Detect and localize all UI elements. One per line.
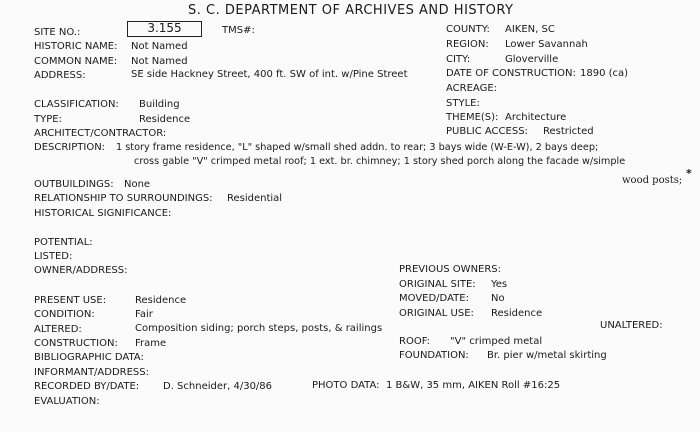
previous-owners-label: PREVIOUS OWNERS: — [399, 264, 502, 275]
condition-value: Fair — [135, 309, 153, 320]
common-name-label: COMMON NAME: — [34, 56, 118, 67]
evaluation-label: EVALUATION: — [34, 396, 100, 407]
foundation-value: Br. pier w/metal skirting — [487, 350, 607, 361]
construction-value: Frame — [135, 338, 167, 349]
address-value: SE side Hackney Street, 400 ft. SW of int. w/Pine Street — [131, 69, 408, 80]
classification-value: Building — [139, 99, 180, 110]
site-no-label: SITE NO.: — [34, 27, 81, 38]
public-access-label: PUBLIC ACCESS: — [446, 126, 528, 137]
county-label: COUNTY: — [446, 24, 490, 35]
description-continuation: wood posts; — [622, 175, 683, 186]
outbuildings-value: None — [124, 179, 151, 190]
relationship-value: Residential — [227, 193, 283, 204]
date-of-construction-label: DATE OF CONSTRUCTION: — [446, 68, 576, 79]
description-line-2: cross gable "V" crimped metal roof; 1 ext. br. chimney; 1 story shed porch along the facade w/simple — [134, 156, 626, 167]
description-line-1: 1 story frame residence, "L" shaped w/small shed addn. to rear; 3 bays wide (W-E-W), 2 bays deep; — [116, 142, 599, 153]
original-site-label: ORIGINAL SITE: — [399, 279, 476, 290]
address-label: ADDRESS: — [34, 70, 86, 81]
recorded-by-value: D. Schneider, 4/30/86 — [163, 381, 273, 392]
roof-label: ROOF: — [399, 336, 431, 347]
relationship-label: RELATIONSHIP TO SURROUNDINGS: — [34, 193, 213, 204]
type-label: TYPE: — [34, 114, 62, 125]
classification-label: CLASSIFICATION: — [34, 99, 119, 110]
foundation-label: FOUNDATION: — [399, 350, 469, 361]
site-no-value: 3.155 — [147, 21, 182, 35]
original-site-value: Yes — [491, 279, 508, 290]
date-of-construction-value: 1890 (ca) — [580, 68, 629, 79]
county-value: AIKEN, SC — [505, 24, 555, 35]
city-value: Gloverville — [505, 54, 559, 65]
listed-label: LISTED: — [34, 251, 73, 262]
present-use-label: PRESENT USE: — [34, 295, 107, 306]
owner-address-label: OWNER/ADDRESS: — [34, 265, 128, 276]
asterisk-mark: * — [686, 167, 692, 180]
unaltered-label: UNALTERED: — [600, 320, 663, 331]
region-label: REGION: — [446, 39, 489, 50]
public-access-value: Restricted — [543, 126, 594, 137]
altered-label: ALTERED: — [34, 324, 82, 335]
style-label: STYLE: — [446, 98, 480, 109]
description-label: DESCRIPTION: — [34, 142, 106, 153]
common-name-value: Not Named — [131, 56, 188, 67]
altered-value: Composition siding; porch steps, posts, & railings — [135, 323, 383, 334]
outbuildings-label: OUTBUILDINGS: — [34, 179, 114, 190]
construction-label: CONSTRUCTION: — [34, 338, 118, 349]
potential-label: POTENTIAL: — [34, 237, 93, 248]
themes-label: THEME(S): — [446, 112, 499, 123]
recorded-by-label: RECORDED BY/DATE: — [34, 381, 140, 392]
city-label: CITY: — [446, 54, 471, 65]
region-value: Lower Savannah — [505, 39, 588, 50]
type-value: Residence — [139, 114, 191, 125]
acreage-label: ACREAGE: — [446, 83, 498, 94]
themes-value: Architecture — [505, 112, 567, 123]
moved-date-value: No — [491, 293, 505, 304]
architect-label: ARCHITECT/CONTRACTOR: — [34, 128, 167, 139]
form-title: S. C. DEPARTMENT OF ARCHIVES AND HISTORY — [188, 3, 514, 18]
tms-label: TMS#: — [222, 25, 255, 36]
condition-label: CONDITION: — [34, 309, 95, 320]
roof-value: "V" crimped metal — [450, 336, 543, 347]
site-no-box — [127, 21, 202, 37]
historic-name-label: HISTORIC NAME: — [34, 41, 118, 52]
present-use-value: Residence — [135, 295, 187, 306]
moved-date-label: MOVED/DATE: — [399, 293, 469, 304]
original-use-value: Residence — [491, 308, 543, 319]
photo-data-label: PHOTO DATA: — [312, 380, 380, 391]
photo-data-value: 1 B&W, 35 mm, AIKEN Roll #16:25 — [386, 380, 561, 391]
bibliographic-data-label: BIBLIOGRAPHIC DATA: — [34, 352, 144, 363]
historical-significance-label: HISTORICAL SIGNIFICANCE: — [34, 208, 172, 219]
informant-label: INFORMANT/ADDRESS: — [34, 367, 149, 378]
historic-name-value: Not Named — [131, 41, 188, 52]
original-use-label: ORIGINAL USE: — [399, 308, 474, 319]
